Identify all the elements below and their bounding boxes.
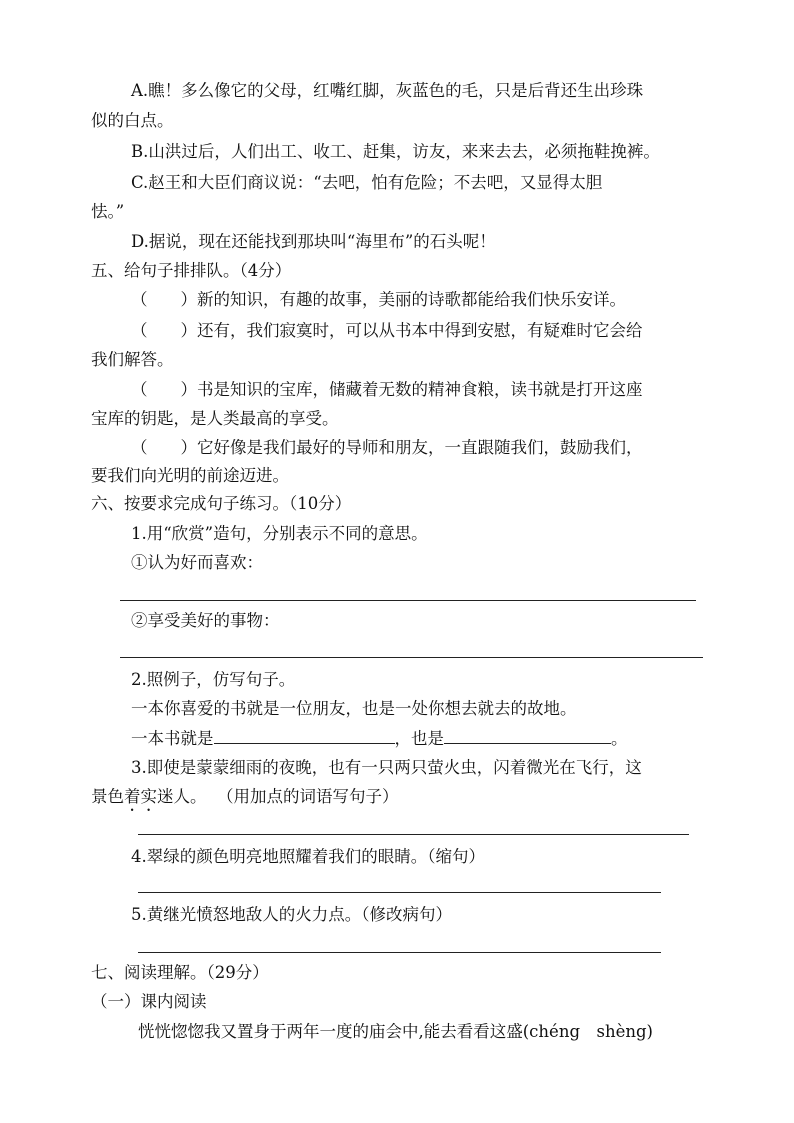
section5-sentence4-line1: （ ）它好像是我们最好的导师和朋友，一直跟随我们，鼓励我们，: [131, 438, 643, 457]
q3-dotted-word: 着实: [124, 787, 157, 806]
q2-fill-end: 。: [611, 729, 628, 748]
q3-note: （用加点的词语写句子）: [217, 787, 399, 806]
q3-line1: 3.即使是蒙蒙细雨的夜晚，也有一只两只萤火虫，闪着微光在飞行，这: [131, 758, 642, 777]
section5-sentence3-line2: 宝库的钥匙，是人类最高的享受。: [91, 409, 339, 428]
q4-prompt: 4.翠绿的颜色明亮地照耀着我们的眼睛。（缩句）: [131, 847, 485, 866]
q1-meaning-a: ①认为好而喜欢：: [131, 553, 263, 572]
section5-sentence2-line2: 我们解答。: [91, 350, 174, 369]
q4-answer-line[interactable]: [138, 892, 661, 893]
q2-fill-start: 一本书就是: [131, 729, 214, 748]
q3-line2-pre: 景色: [91, 787, 124, 806]
q1-prompt: 1.用“欣赏”造句，分别表示不同的意思。: [131, 524, 428, 543]
q1-answer-line-a[interactable]: [120, 600, 696, 601]
q2-example: 一本你喜爱的书就是一位朋友，也是一处你想去就去的故地。: [131, 699, 577, 718]
reading-text-line1: 恍恍惚惚我又置身于两年一度的庙会中,能去看看这盛(chéng shèng): [138, 1022, 653, 1041]
q3-line2-post: 迷人。: [157, 787, 207, 806]
option-d: D.据说，现在还能找到那块叫“海里布”的石头呢！: [131, 232, 496, 251]
section6-title: 六、按要求完成句子练习。（10分）: [91, 494, 352, 513]
q2-fill-mid: ，也是: [394, 729, 444, 748]
section7-title: 七、阅读理解。（29分）: [91, 963, 269, 982]
section5-sentence4-line2: 要我们向光明的前途迈进。: [91, 466, 289, 485]
section5-sentence1: （ ）新的知识，有趣的故事，美丽的诗歌都能给我们快乐安详。: [131, 290, 626, 309]
q5-answer-line[interactable]: [138, 952, 661, 953]
option-b: B.山洪过后，人们出工、收工、赶集，访友，来来去去，必须拖鞋挽裤。: [131, 142, 660, 161]
q2-prompt: 2.照例子，仿写句子。: [131, 670, 296, 689]
section7-subtitle: （一）课内阅读: [91, 992, 207, 1011]
q3-line2: [91, 786, 399, 815]
option-c-line2: 怯。”: [91, 202, 125, 221]
section5-sentence3-line1: （ ）书是知识的宝库，储藏着无数的精神食粮，读书就是打开这座: [131, 380, 643, 399]
q2-fill-sentence: [131, 727, 628, 750]
option-c-line1: C.赵王和大臣们商议说：“去吧，怕有危险；不去吧，又显得太胆: [131, 173, 603, 192]
q3-answer-line[interactable]: [138, 834, 689, 835]
section5-sentence2-line1: （ ）还有，我们寂寞时，可以从书本中得到安慰，有疑难时它会给: [131, 321, 643, 340]
q1-answer-line-b[interactable]: [120, 657, 703, 658]
q1-meaning-b: ②享受美好的事物：: [131, 611, 280, 630]
q2-blank-2[interactable]: [444, 727, 611, 744]
option-a-line1: A.瞧！多么像它的父母，红嘴红脚，灰蓝色的毛，只是后背还生出珍珠: [131, 81, 644, 100]
q5-prompt: 5.黄继光愤怒地敌人的火力点。（修改病句）: [131, 905, 452, 924]
option-a-line2: 似的白点。: [91, 111, 174, 130]
q2-blank-1[interactable]: [214, 727, 395, 744]
section5-title: 五、给句子排排队。（4分）: [91, 261, 292, 280]
